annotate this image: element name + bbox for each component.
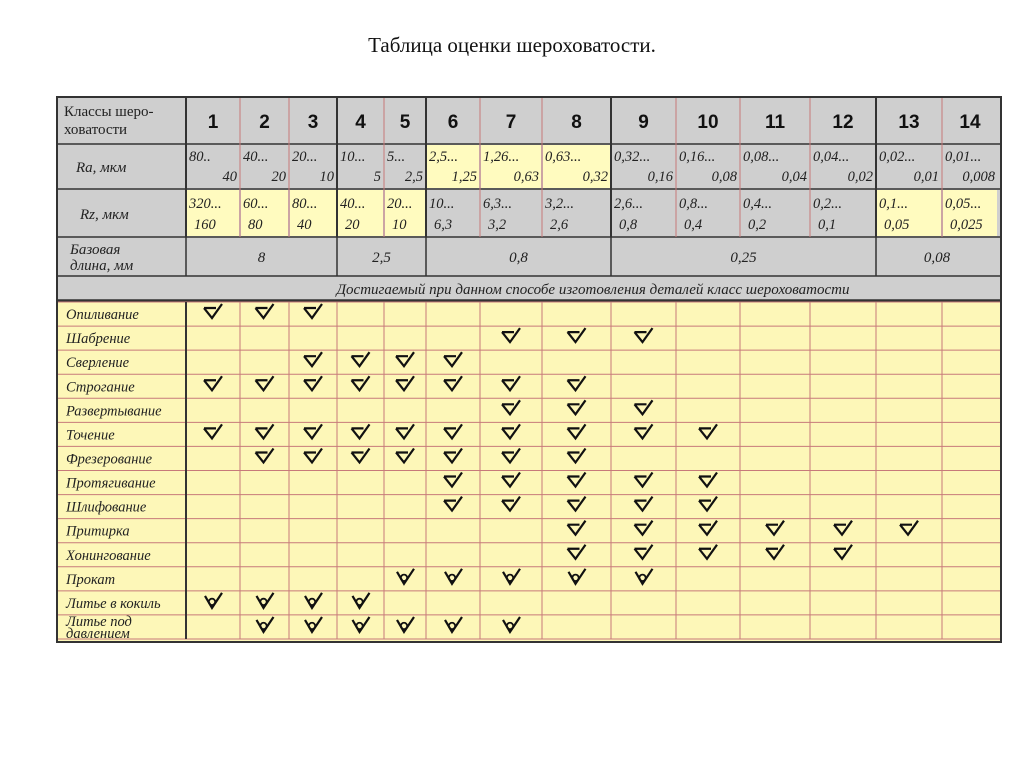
mark-stroke xyxy=(444,473,462,487)
rz-value-bottom: 0,05 xyxy=(884,217,910,233)
ra-value-top: 10... xyxy=(340,149,366,165)
ra-value-top: 0,63... xyxy=(545,149,582,165)
class-number: 13 xyxy=(898,112,920,133)
roughness-check-mark-icon xyxy=(834,521,852,535)
mark-stroke xyxy=(204,304,222,318)
section-label: Достигаемый при данном способе изготовления деталей класс шероховатости xyxy=(336,282,850,298)
roughness-check-mark-icon xyxy=(568,521,586,535)
roughness-check-mark-icon xyxy=(444,497,462,511)
rz-value-top: 3,2... xyxy=(545,196,574,212)
roughness-check-mark-icon xyxy=(699,473,717,487)
method-name: Литье в кокиль xyxy=(66,595,161,612)
roughness-check-mark-icon xyxy=(568,376,586,390)
mark-stroke xyxy=(502,376,520,390)
roughness-circle-mark-icon xyxy=(503,569,520,584)
roughness-check-mark-icon xyxy=(444,448,462,462)
roughness-check-mark-icon xyxy=(304,352,322,366)
mark-stroke xyxy=(568,424,586,438)
base-label-line-1: Базовая xyxy=(70,242,121,258)
rz-value-bottom: 10 xyxy=(392,217,407,233)
ra-value-bottom: 20 xyxy=(271,169,286,185)
rz-value-top: 0,4... xyxy=(743,196,772,212)
class-label-line-2: ховатости xyxy=(64,122,128,138)
rz-value-top: 10... xyxy=(429,196,455,212)
roughness-check-mark-icon xyxy=(352,424,370,438)
rz-label: Rz, мкм xyxy=(80,207,129,223)
mark-stroke xyxy=(568,473,586,487)
roughness-check-mark-icon xyxy=(502,376,520,390)
roughness-check-mark-icon xyxy=(502,400,520,414)
ra-value-top: 5... xyxy=(387,149,406,165)
roughness-circle-mark-icon xyxy=(305,593,322,608)
ra-value-top: 40... xyxy=(243,149,269,165)
roughness-check-mark-icon xyxy=(502,424,520,438)
roughness-check-mark-icon xyxy=(635,424,653,438)
mark-stroke xyxy=(502,424,520,438)
ra-value-bottom: 0,08 xyxy=(711,169,737,185)
roughness-check-mark-icon xyxy=(256,304,274,318)
mark-stroke xyxy=(256,448,274,462)
mark-stroke xyxy=(352,352,370,366)
method-name: Опиливание xyxy=(66,307,139,324)
class-number: 2 xyxy=(259,112,270,133)
roughness-check-mark-icon xyxy=(444,473,462,487)
method-name: Сверление xyxy=(66,355,130,372)
class-number: 3 xyxy=(307,112,319,133)
class-number: 9 xyxy=(638,112,649,133)
ra-value-bottom: 0,16 xyxy=(647,169,673,185)
mark-stroke xyxy=(568,400,586,414)
ra-value-top: 0,16... xyxy=(679,149,716,165)
rz-value-bottom: 0,025 xyxy=(950,217,983,233)
mark-stroke xyxy=(502,328,520,342)
roughness-circle-mark-icon xyxy=(503,617,520,632)
roughness-check-mark-icon xyxy=(352,376,370,390)
rz-value-top: 0,1... xyxy=(879,196,908,212)
rz-value-bottom: 20 xyxy=(345,217,360,233)
ra-value-top: 0,01... xyxy=(945,149,982,165)
roughness-check-mark-icon xyxy=(502,497,520,511)
rz-value-bottom: 3,2 xyxy=(488,217,507,233)
method-name: Шабрение xyxy=(66,331,131,348)
roughness-check-mark-icon xyxy=(568,424,586,438)
ra-value-top: 2,5... xyxy=(429,149,458,165)
roughness-check-mark-icon xyxy=(766,521,784,535)
ra-value-top: 0,04... xyxy=(813,149,850,165)
roughness-check-mark-icon xyxy=(256,448,274,462)
mark-stroke xyxy=(304,304,322,318)
roughness-check-mark-icon xyxy=(304,448,322,462)
roughness-check-mark-icon xyxy=(635,328,653,342)
method-name: Прокат xyxy=(66,571,116,588)
roughness-circle-mark-icon xyxy=(445,617,462,632)
roughness-check-mark-icon xyxy=(396,448,414,462)
roughness-check-mark-icon xyxy=(635,400,653,414)
base-length-value: 0,25 xyxy=(730,250,757,266)
roughness-check-mark-icon xyxy=(204,424,222,438)
roughness-check-mark-icon xyxy=(352,448,370,462)
roughness-check-mark-icon xyxy=(568,473,586,487)
ra-value-bottom: 0,32 xyxy=(582,169,608,185)
roughness-check-mark-icon xyxy=(256,424,274,438)
roughness-check-mark-icon xyxy=(444,352,462,366)
mark-stroke xyxy=(635,473,653,487)
method-name: Шлифование xyxy=(66,499,147,516)
roughness-check-mark-icon xyxy=(635,497,653,511)
class-number: 10 xyxy=(697,112,719,133)
class-number: 12 xyxy=(832,112,854,133)
roughness-check-mark-icon xyxy=(699,545,717,559)
mark-stroke xyxy=(304,352,322,366)
rz-value-bottom: 40 xyxy=(297,217,312,233)
mark-stroke xyxy=(256,304,274,318)
mark-stroke xyxy=(568,497,586,511)
base-length-value: 2,5 xyxy=(372,250,391,266)
roughness-check-mark-icon xyxy=(304,424,322,438)
mark-stroke xyxy=(568,448,586,462)
mark-stroke xyxy=(396,448,414,462)
roughness-check-mark-icon xyxy=(568,448,586,462)
class-label-line-1: Классы шеро- xyxy=(64,104,154,120)
roughness-check-mark-icon xyxy=(502,448,520,462)
base-length-value: 0,8 xyxy=(509,250,528,266)
rz-value-top: 320... xyxy=(189,196,222,212)
mark-stroke xyxy=(304,448,322,462)
ra-label: Ra, мкм xyxy=(76,160,127,176)
mark-stroke xyxy=(502,497,520,511)
ra-value-bottom: 0,04 xyxy=(781,169,807,185)
mark-stroke xyxy=(635,497,653,511)
mark-stroke xyxy=(699,473,717,487)
mark-stroke xyxy=(396,352,414,366)
mark-stroke xyxy=(502,448,520,462)
mark-stroke xyxy=(352,448,370,462)
roughness-circle-mark-icon xyxy=(569,569,586,584)
mark-stroke xyxy=(766,545,784,559)
rz-value-bottom: 0,1 xyxy=(818,217,837,233)
rz-value-bottom: 160 xyxy=(194,217,216,233)
mark-stroke xyxy=(766,521,784,535)
class-number: 7 xyxy=(505,112,517,133)
ra-value-bottom: 1,25 xyxy=(451,169,477,185)
roughness-check-mark-icon xyxy=(568,497,586,511)
rz-value-bottom: 0,2 xyxy=(748,217,767,233)
rz-value-top: 0,8... xyxy=(679,196,708,212)
roughness-check-mark-icon xyxy=(396,424,414,438)
roughness-check-mark-icon xyxy=(766,545,784,559)
ra-value-top: 0,02... xyxy=(879,149,916,165)
roughness-check-mark-icon xyxy=(568,545,586,559)
roughness-check-mark-icon xyxy=(256,376,274,390)
rz-value-bottom: 80 xyxy=(248,217,263,233)
rz-value-top: 60... xyxy=(243,196,269,212)
roughness-check-mark-icon xyxy=(635,473,653,487)
roughness-check-mark-icon xyxy=(396,352,414,366)
class-number: 14 xyxy=(959,112,981,133)
rz-value-bottom: 0,8 xyxy=(619,217,638,233)
mark-stroke xyxy=(204,424,222,438)
mark-stroke xyxy=(444,497,462,511)
mark-stroke xyxy=(568,376,586,390)
roughness-check-mark-icon xyxy=(502,473,520,487)
ra-value-top: 20... xyxy=(292,149,318,165)
roughness-check-mark-icon xyxy=(304,376,322,390)
roughness-check-mark-icon xyxy=(635,545,653,559)
method-name: Протягивание xyxy=(66,475,156,492)
roughness-circle-mark-icon xyxy=(636,569,653,584)
method-name-line-2: давлением xyxy=(66,625,130,641)
roughness-check-mark-icon xyxy=(204,376,222,390)
mark-stroke xyxy=(502,473,520,487)
roughness-table-grid xyxy=(58,98,1000,641)
mark-stroke xyxy=(352,376,370,390)
roughness-check-mark-icon xyxy=(352,352,370,366)
mark-stroke xyxy=(635,521,653,535)
base-length-value: 0,08 xyxy=(923,250,951,266)
class-number: 6 xyxy=(447,112,459,133)
rz-value-top: 0,2... xyxy=(813,196,842,212)
rz-value-bottom: 6,3 xyxy=(434,217,453,233)
roughness-check-mark-icon xyxy=(444,424,462,438)
method-name: Фрезерование xyxy=(66,451,153,468)
class-number: 4 xyxy=(355,112,366,133)
roughness-circle-mark-icon xyxy=(353,617,370,632)
class-number: 8 xyxy=(571,112,582,133)
roughness-circle-mark-icon xyxy=(305,617,322,632)
mark-stroke xyxy=(256,424,274,438)
mark-stroke xyxy=(444,448,462,462)
mark-stroke xyxy=(834,545,852,559)
roughness-check-mark-icon xyxy=(699,424,717,438)
roughness-check-mark-icon xyxy=(502,328,520,342)
rz-value-bottom: 0,4 xyxy=(684,217,703,233)
mark-stroke xyxy=(635,424,653,438)
ra-value-top: 0,08... xyxy=(743,149,780,165)
method-name: Точение xyxy=(66,427,115,444)
mark-stroke xyxy=(502,400,520,414)
mark-stroke xyxy=(396,376,414,390)
roughness-circle-mark-icon xyxy=(397,569,414,584)
roughness-check-mark-icon xyxy=(444,376,462,390)
method-name: Притирка xyxy=(66,523,130,540)
method-name-line-1: Литье под xyxy=(66,613,132,630)
ra-value-top: 0,32... xyxy=(614,149,651,165)
roughness-circle-mark-icon xyxy=(205,593,222,608)
mark-stroke xyxy=(396,424,414,438)
roughness-check-mark-icon xyxy=(204,304,222,318)
mark-stroke xyxy=(444,352,462,366)
mark-stroke xyxy=(256,376,274,390)
roughness-check-mark-icon xyxy=(834,545,852,559)
mark-stroke xyxy=(699,424,717,438)
base-label-line-2: длина, мм xyxy=(70,258,134,274)
mark-stroke xyxy=(568,521,586,535)
mark-stroke xyxy=(444,376,462,390)
mark-stroke xyxy=(204,376,222,390)
class-number: 11 xyxy=(764,112,786,133)
rz-value-top: 40... xyxy=(340,196,366,212)
ra-value-bottom: 0,02 xyxy=(847,169,873,185)
class-number: 5 xyxy=(399,112,411,133)
roughness-circle-mark-icon xyxy=(257,593,274,608)
ra-value-bottom: 10 xyxy=(319,169,334,185)
method-name: Развертывание xyxy=(66,403,162,420)
roughness-circle-mark-icon xyxy=(445,569,462,584)
roughness-check-mark-icon xyxy=(699,521,717,535)
mark-stroke xyxy=(699,521,717,535)
ra-value-bottom: 0,63 xyxy=(513,169,539,185)
roughness-check-mark-icon xyxy=(568,328,586,342)
rz-value-bottom: 2,6 xyxy=(550,217,569,233)
ra-value-bottom: 0,01 xyxy=(913,169,939,185)
ra-value-bottom: 0,008 xyxy=(962,169,995,185)
mark-stroke xyxy=(568,328,586,342)
roughness-check-mark-icon xyxy=(635,521,653,535)
rz-value-top: 0,05... xyxy=(945,196,982,212)
roughness-check-mark-icon xyxy=(304,304,322,318)
mark-stroke xyxy=(635,545,653,559)
mark-stroke xyxy=(900,521,918,535)
rz-value-top: 2,6... xyxy=(614,196,643,212)
roughness-check-mark-icon xyxy=(900,521,918,535)
ra-value-bottom: 5 xyxy=(373,169,381,185)
mark-stroke xyxy=(699,545,717,559)
mark-stroke xyxy=(304,424,322,438)
ra-value-top: 80.. xyxy=(189,149,211,165)
roughness-table xyxy=(56,96,1002,643)
ra-value-bottom: 40 xyxy=(222,169,237,185)
roughness-circle-mark-icon xyxy=(397,617,414,632)
roughness-circle-mark-icon xyxy=(353,593,370,608)
roughness-check-mark-icon xyxy=(699,497,717,511)
roughness-circle-mark-icon xyxy=(257,617,274,632)
mark-stroke xyxy=(444,424,462,438)
page-title: Таблица оценки шероховатости. xyxy=(368,33,656,57)
mark-stroke xyxy=(834,521,852,535)
rz-value-top: 6,3... xyxy=(483,196,512,212)
ra-value-bottom: 2,5 xyxy=(404,169,423,185)
base-length-value: 8 xyxy=(257,250,266,266)
roughness-check-mark-icon xyxy=(568,400,586,414)
mark-stroke xyxy=(635,328,653,342)
mark-stroke xyxy=(568,545,586,559)
roughness-check-mark-icon xyxy=(396,376,414,390)
method-name: Строгание xyxy=(66,379,135,396)
ra-value-top: 1,26... xyxy=(483,149,520,165)
mark-stroke xyxy=(304,376,322,390)
mark-stroke xyxy=(352,424,370,438)
class-number: 1 xyxy=(207,112,219,133)
method-name: Хонингование xyxy=(66,547,151,564)
mark-stroke xyxy=(635,400,653,414)
rz-value-top: 80... xyxy=(292,196,318,212)
rz-value-top: 20... xyxy=(387,196,413,212)
mark-stroke xyxy=(699,497,717,511)
